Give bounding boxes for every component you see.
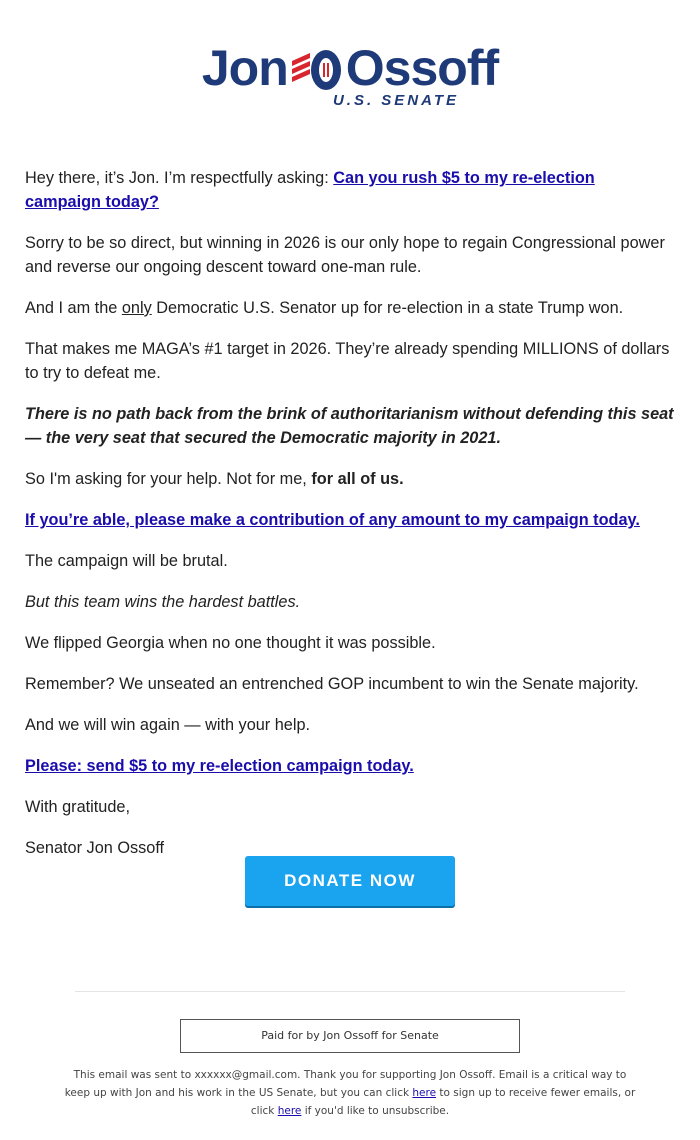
logo-subtitle: U.S. SENATE bbox=[332, 92, 460, 109]
paragraph-only-senator: And I am the only Democratic U.S. Senator up for re-election in a state Trump won. bbox=[25, 299, 624, 317]
logo-flag-o-icon bbox=[290, 43, 344, 93]
logo-first-name: Jon bbox=[201, 40, 288, 96]
signoff-gratitude: With gratitude, bbox=[25, 798, 130, 816]
donate-area bbox=[0, 856, 700, 906]
paid-for-disclaimer: Paid for by Jon Ossoff for Senate bbox=[180, 1019, 520, 1053]
paragraph-send-5 bbox=[25, 754, 675, 778]
email-body bbox=[25, 166, 675, 877]
footer-text: This email was sent to xxxxxx@gmail.com. Thank you for supporting Jon Ossoff. Email is a critical way to keep up with Jon and his work in the US Senate, but you can click here to sign up to receive fewer emails, or click here if you'd like to unsubscribe. bbox=[64, 1069, 636, 1117]
paragraph-hardest-battles: But this team wins the hardest battles. bbox=[25, 593, 301, 611]
paragraph-direct: Sorry to be so direct, but winning in 2026 is our only hope to regain Congressional power and reverse our ongoing descent toward one-man rule. bbox=[25, 234, 665, 276]
footer-divider bbox=[75, 991, 625, 992]
signoff-name: Senator Jon Ossoff bbox=[25, 839, 165, 857]
donate-now-button[interactable]: DONATE NOW bbox=[245, 856, 455, 906]
paragraph-contribution bbox=[25, 508, 675, 532]
rush-5-link[interactable]: Can you rush $5 to my re-election campaign today? bbox=[25, 169, 595, 211]
emphasis-only: only bbox=[121, 299, 152, 317]
paragraph-maga-target: That makes me MAGA’s #1 target in 2026. They’re already spending MILLIONS of dollars to try to defeat me. bbox=[25, 340, 670, 382]
paragraph-flipped-georgia: We flipped Georgia when no one thought it was possible. bbox=[25, 634, 436, 652]
send-5-link[interactable]: Please: send $5 to my re-election campaign today. bbox=[25, 757, 414, 775]
paragraph-remember: Remember? We unseated an entrenched GOP incumbent to win the Senate majority. bbox=[25, 675, 639, 693]
paragraph-brutal: The campaign will be brutal. bbox=[25, 552, 228, 570]
logo-wordmark bbox=[202, 40, 498, 96]
fewer-emails-link[interactable]: here bbox=[412, 1087, 437, 1099]
paragraph-intro: Hey there, it’s Jon. I’m respectfully asking: Can you rush $5 to my re-election campaign today? bbox=[25, 169, 595, 211]
emphasis-all-of-us: for all of us. bbox=[311, 470, 404, 488]
logo bbox=[0, 40, 700, 109]
paragraph-asking-help: So I'm asking for your help. Not for me, for all of us. bbox=[25, 470, 404, 488]
unsubscribe-link[interactable]: here bbox=[277, 1105, 302, 1117]
logo-last-name: Ossoff bbox=[345, 40, 499, 96]
paragraph-authoritarianism: There is no path back from the brink of authoritarianism without defending this seat — the very seat that secured the Democratic majority in 2021. bbox=[25, 405, 674, 447]
paragraph-win-again: And we will win again — with your help. bbox=[25, 716, 311, 734]
contribution-link[interactable]: If you’re able, please make a contribution of any amount to my campaign today. bbox=[25, 511, 640, 529]
